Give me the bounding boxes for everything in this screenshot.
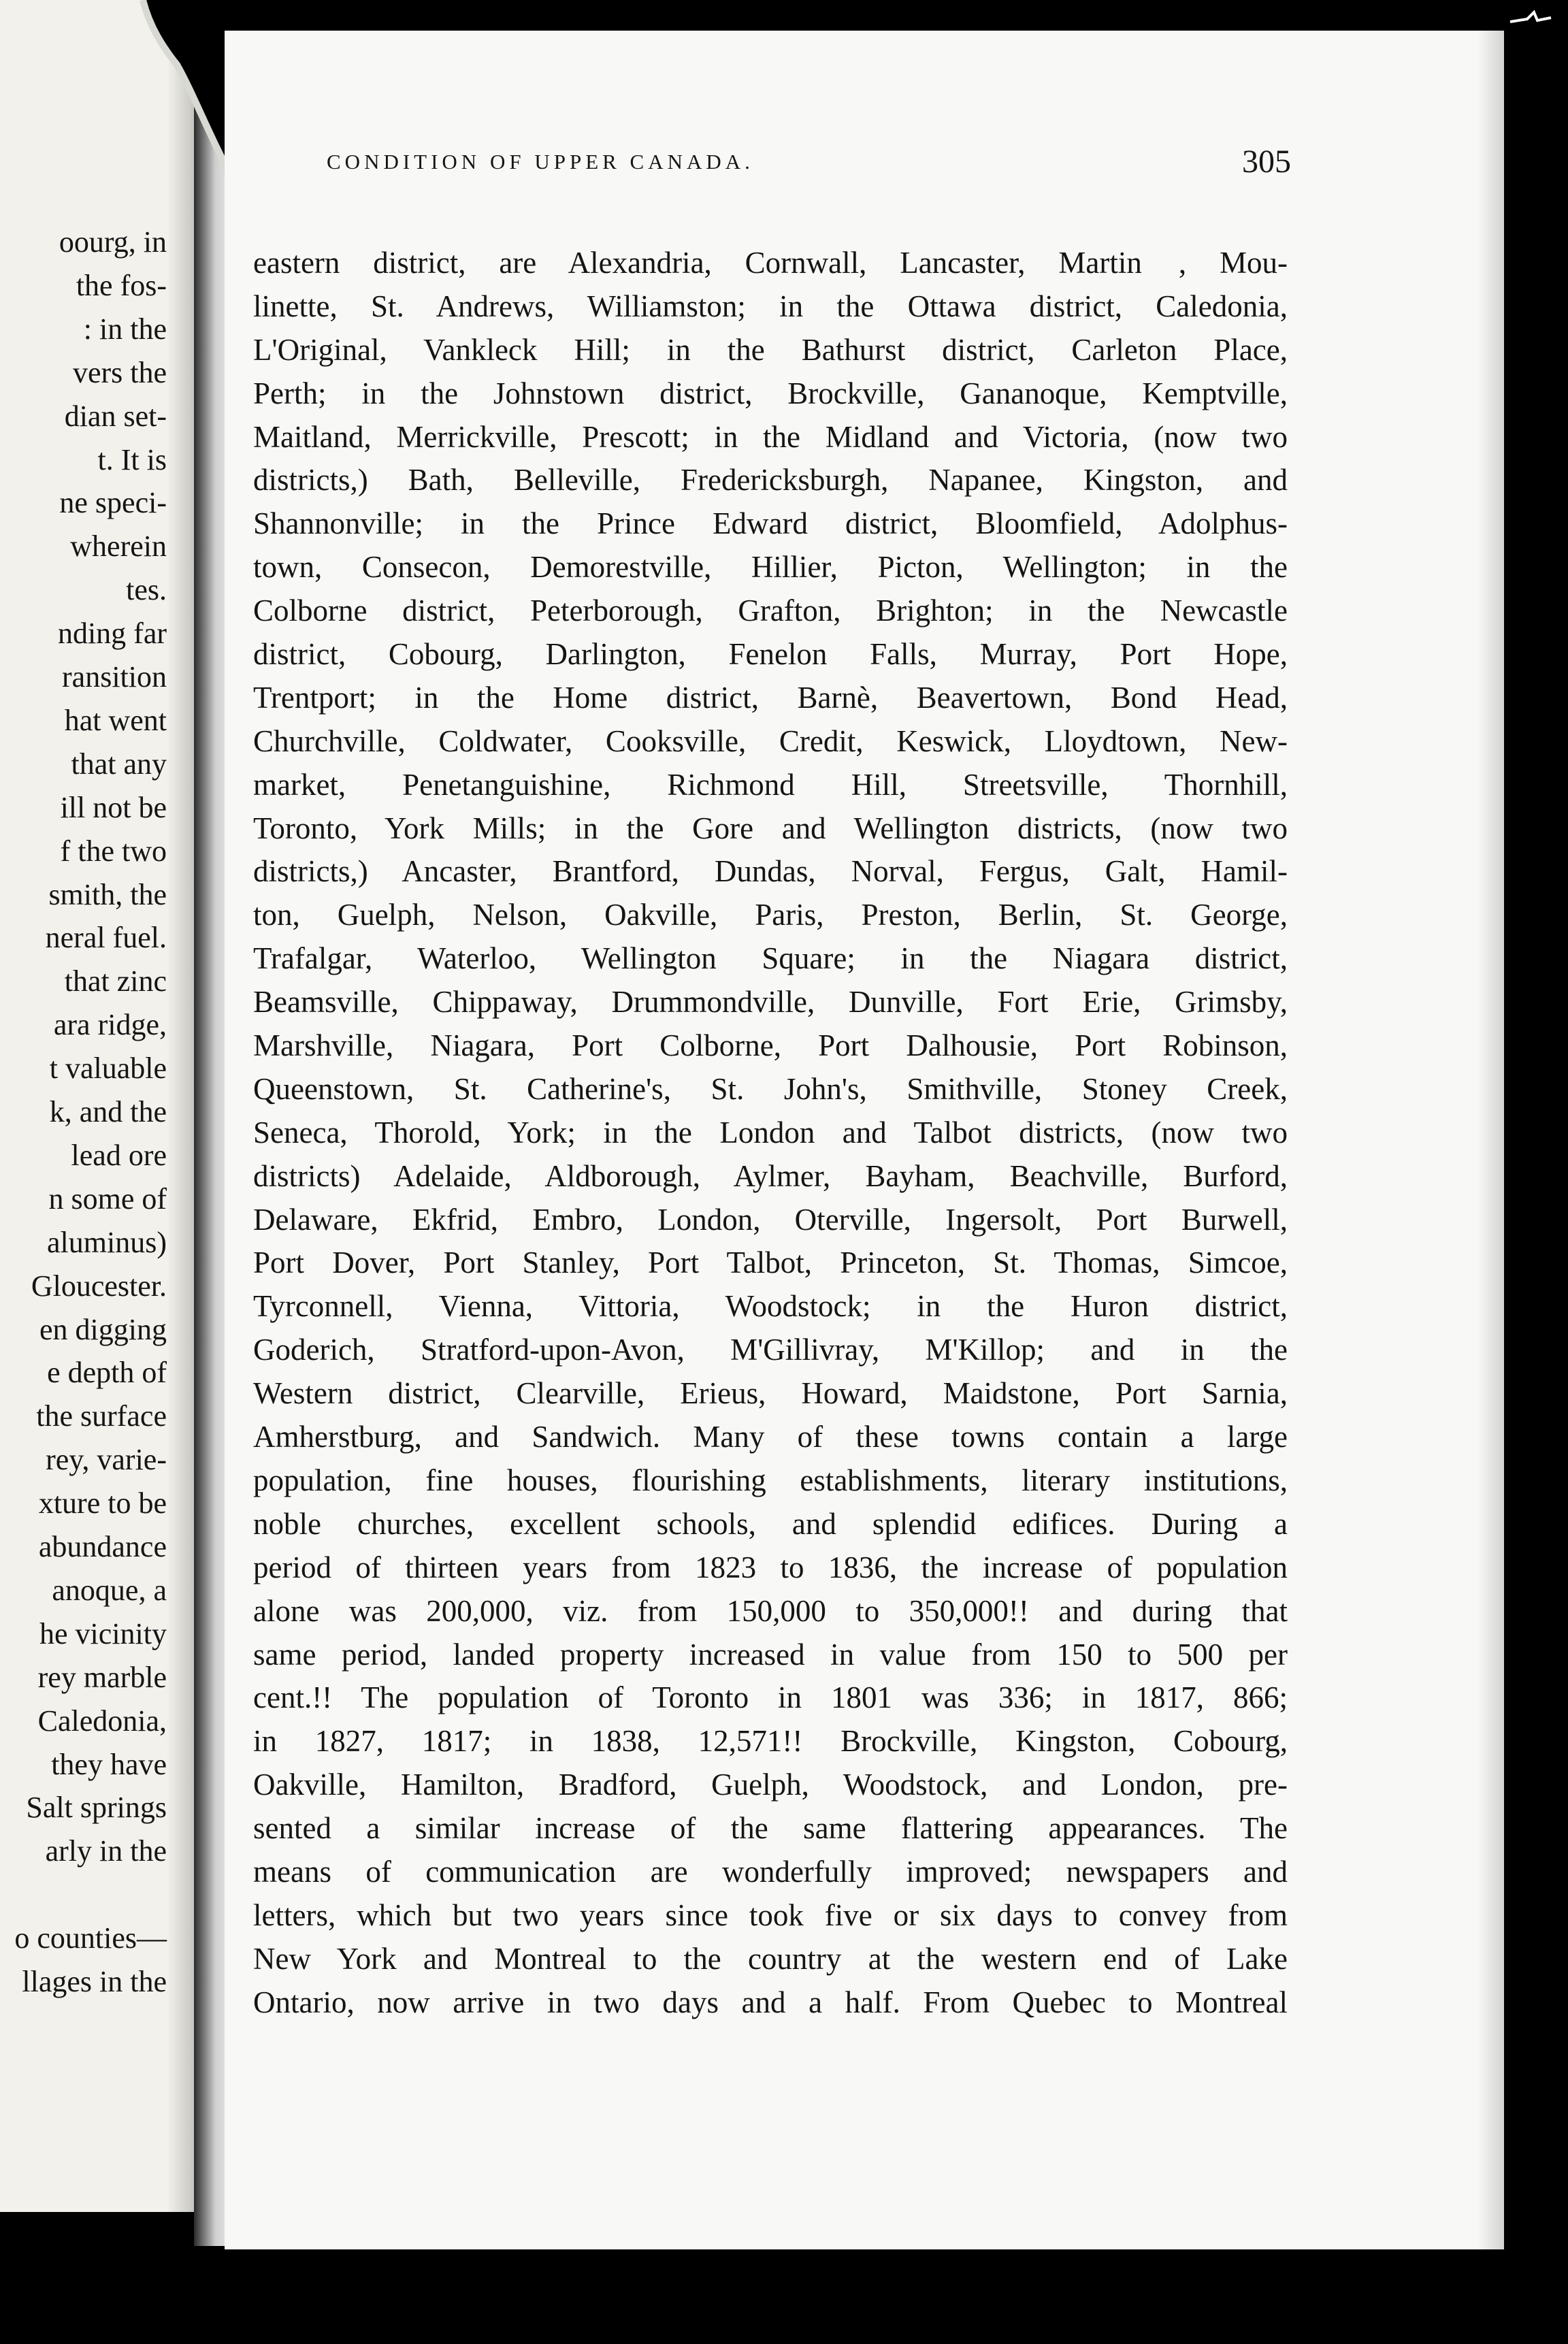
text-line: Western district, Clearville, Erieus, Howard, Maidstone, Port Sarnia, <box>253 1376 1288 1411</box>
left-text-line: t. It is <box>97 442 167 476</box>
left-text-line: that any <box>71 747 167 781</box>
left-text-line: : in the <box>83 312 167 346</box>
left-text-line: hat went <box>64 703 167 737</box>
text-line: Toronto, York Mills; in the Gore and Wellington districts, (now two <box>253 811 1288 845</box>
text-line: eastern district, are Alexandria, Cornwall, Lancaster, Martin , Mou- <box>253 246 1288 280</box>
text-line: noble churches, excellent schools, and splendid edifices. During a <box>253 1506 1288 1541</box>
text-line: ton, Guelph, Nelson, Oakville, Paris, Preston, Berlin, St. George, <box>253 898 1288 932</box>
left-text-line: rey marble <box>37 1660 167 1694</box>
left-text-line: abundance <box>38 1530 167 1563</box>
text-line: same period, landed property increased in value from 150 to 500 per <box>253 1637 1288 1672</box>
text-line: Shannonville; in the Prince Edward district, Bloomfield, Adolphus- <box>253 506 1288 541</box>
text-line: town, Consecon, Demorestville, Hillier, Picton, Wellington; in the <box>253 550 1288 585</box>
text-line: Seneca, Thorold, York; in the London and Talbot districts, (now two <box>253 1115 1288 1150</box>
text-line: Colborne district, Peterborough, Grafton, Brighton; in the Newcastle <box>253 593 1288 628</box>
left-text-line: Caledonia, <box>37 1704 167 1738</box>
text-line: Perth; in the Johnstown district, Brockville, Gananoque, Kemptville, <box>253 376 1288 410</box>
left-text-line: en digging <box>39 1312 167 1346</box>
left-text-line: Salt springs <box>26 1791 167 1825</box>
text-line: Amherstburg, and Sandwich. Many of these towns contain a large <box>253 1420 1288 1454</box>
running-head: CONDITION OF UPPER CANADA. <box>327 150 754 174</box>
body-text <box>253 242 1288 2025</box>
left-text-line: llages in the <box>22 1965 167 1998</box>
left-text-line: k, and the <box>49 1095 167 1128</box>
left-text-line: o counties— <box>14 1921 167 1955</box>
text-line: Port Dover, Port Stanley, Port Talbot, Princeton, St. Thomas, Simcoe, <box>253 1246 1288 1280</box>
left-text-line: dian set- <box>64 399 167 433</box>
text-line: L'Original, Vankleck Hill; in the Bathurst district, Carleton Place, <box>253 332 1288 367</box>
left-text-line: ransition <box>62 660 167 694</box>
text-line: population, fine houses, flourishing establishments, literary institutions, <box>253 1463 1288 1497</box>
left-text-line: vers the <box>72 355 167 389</box>
left-text-line: that zinc <box>64 964 167 998</box>
left-text-line: f the two <box>60 834 167 868</box>
text-line: Goderich, Stratford-upon-Avon, M'Gillivray, M'Killop; and in the <box>253 1333 1288 1367</box>
left-text-line: ara ridge, <box>53 1008 167 1042</box>
left-text-line: tes. <box>126 573 167 607</box>
left-text-line: smith, the <box>48 877 167 911</box>
left-text-line: they have <box>51 1747 167 1781</box>
left-gutter-shadow <box>167 0 194 2212</box>
text-line: Churchville, Coldwater, Cooksville, Credit, Keswick, Lloydtown, New- <box>253 723 1288 758</box>
left-page <box>0 0 194 2212</box>
text-line: period of thirteen years from 1823 to 1836, the increase of population <box>253 1550 1288 1584</box>
right-page-edge-shadow <box>1477 31 1504 2249</box>
left-text-line: he vicinity <box>39 1616 167 1650</box>
left-text-line: ne speci- <box>59 486 167 520</box>
left-text-line: the fos- <box>76 268 167 302</box>
left-text-line: anoque, a <box>52 1573 167 1607</box>
text-line: Marshville, Niagara, Port Colborne, Port Dalhousie, Port Robinson, <box>253 1028 1288 1063</box>
text-line: in 1827, 1817; in 1838, 12,571!! Brockville, Kingston, Cobourg, <box>253 1724 1288 1759</box>
left-text-line: oourg, in <box>59 225 167 259</box>
text-line: means of communication are wonderfully improved; newspapers and <box>253 1854 1288 1889</box>
text-line: Ontario, now arrive in two days and a half. From Quebec to Montreal <box>253 1985 1288 2019</box>
left-text-line: n some of <box>48 1182 167 1216</box>
text-line: districts,) Bath, Belleville, Fredericksburgh, Napanee, Kingston, and <box>253 463 1288 498</box>
text-line: alone was 200,000, viz. from 150,000 to 350,000!! and during that <box>253 1593 1288 1628</box>
left-text-line: aluminus) <box>47 1225 167 1259</box>
text-line: Oakville, Hamilton, Bradford, Guelph, Woodstock, and London, pre- <box>253 1768 1288 1802</box>
text-line: Queenstown, St. Catherine's, St. John's, Smithville, Stoney Creek, <box>253 1071 1288 1106</box>
text-line: sented a similar increase of the same flattering appearances. The <box>253 1811 1288 1846</box>
scan-corner-mark <box>1507 7 1554 27</box>
text-line: district, Cobourg, Darlington, Fenelon Falls, Murray, Port Hope, <box>253 637 1288 672</box>
text-line: districts,) Ancaster, Brantford, Dundas, Norval, Fergus, Galt, Hamil- <box>253 854 1288 889</box>
text-line: market, Penetanguishine, Richmond Hill, Streetsville, Thornhill, <box>253 767 1288 802</box>
text-line: Delaware, Ekfrid, Embro, London, Oterville, Ingersolt, Port Burwell, <box>253 1202 1288 1237</box>
left-text-line: ill not be <box>60 790 167 824</box>
text-line: cent.!! The population of Toronto in 1801 was 336; in 1817, 866; <box>253 1680 1288 1715</box>
text-line: Trentport; in the Home district, Barnè, Beavertown, Bond Head, <box>253 680 1288 715</box>
text-line: Maitland, Merrickville, Prescott; in the Midland and Victoria, (now two <box>253 419 1288 454</box>
text-line: letters, which but two years since took five or six days to convey from <box>253 1898 1288 1932</box>
left-text-line: wherein <box>70 530 167 564</box>
left-text-line: lead ore <box>71 1138 167 1172</box>
text-line: Trafalgar, Waterloo, Wellington Square; in the Niagara district, <box>253 941 1288 976</box>
text-line: Tyrconnell, Vienna, Vittoria, Woodstock; in the Huron district, <box>253 1289 1288 1324</box>
text-line: districts) Adelaide, Aldborough, Aylmer, Bayham, Beachville, Burford, <box>253 1158 1288 1193</box>
text-line: New York and Montreal to the country at the western end of Lake <box>253 1941 1288 1976</box>
left-text-line: Gloucester. <box>31 1269 167 1303</box>
left-text-line: t valuable <box>49 1052 167 1086</box>
left-text-line: arly in the <box>45 1834 167 1868</box>
left-text-line: e depth of <box>47 1356 167 1390</box>
text-line: linette, St. Andrews, Williamston; in the Ottawa district, Caledonia, <box>253 289 1288 323</box>
left-text-line: nding far <box>57 617 167 651</box>
left-text-line: rey, varie- <box>46 1443 167 1477</box>
left-text-line: xture to be <box>38 1486 167 1520</box>
left-text-line: neral fuel. <box>45 921 167 955</box>
text-line: Beamsville, Chippaway, Drummondville, Dunville, Fort Erie, Grimsby, <box>253 985 1288 1020</box>
page-number: 305 <box>1242 144 1291 180</box>
left-text-line: the surface <box>36 1399 167 1433</box>
